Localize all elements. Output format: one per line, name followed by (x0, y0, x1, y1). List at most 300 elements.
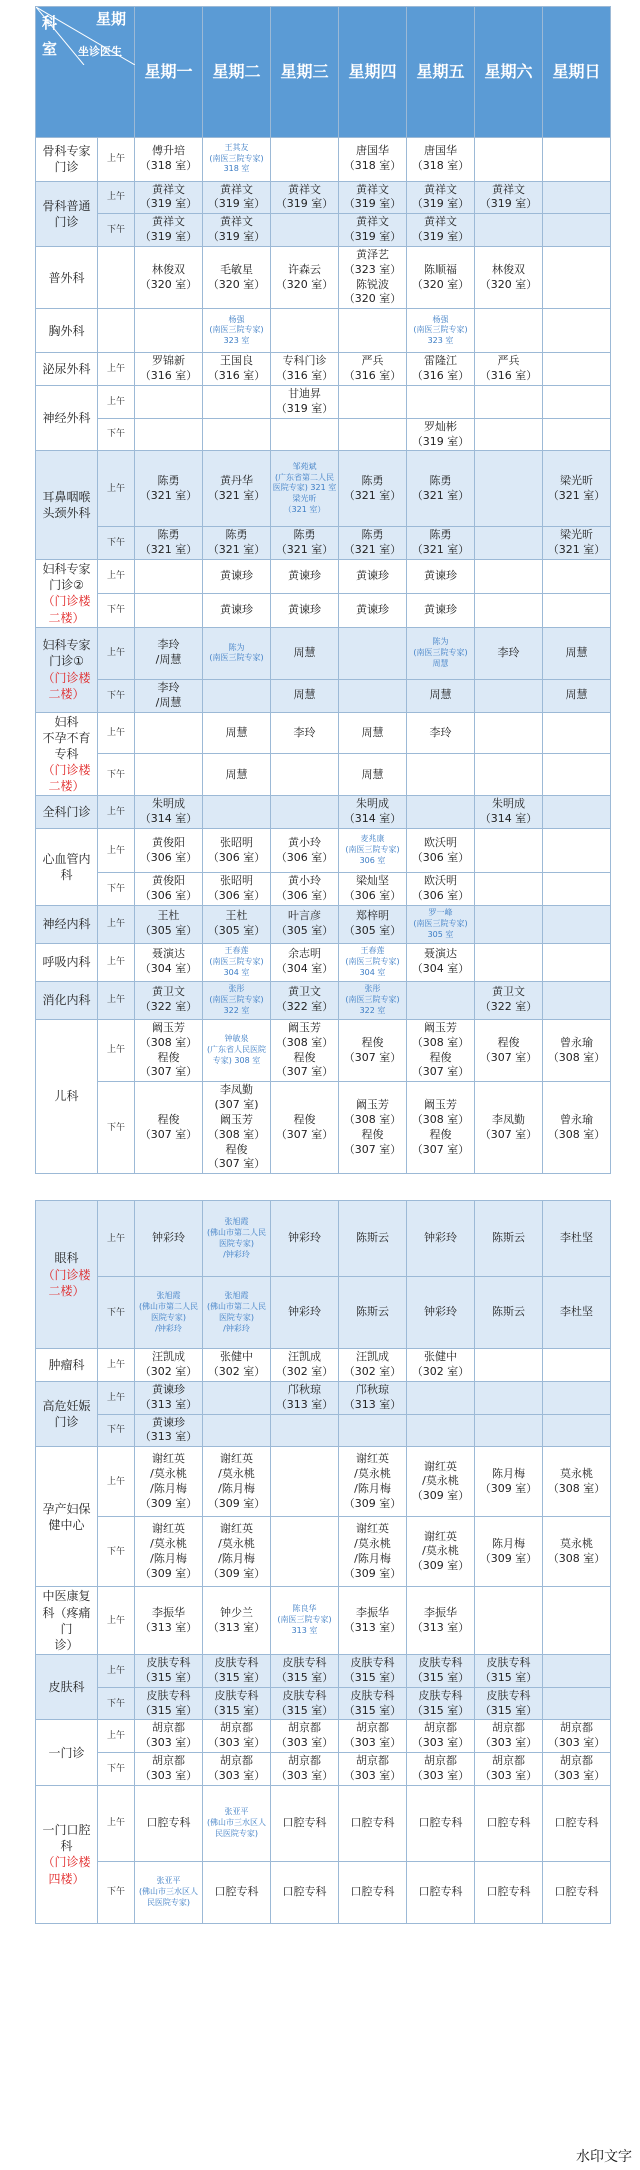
schedule-row (36, 1082, 611, 1174)
doctor-cell (475, 560, 543, 594)
doctor-cell (543, 560, 611, 594)
doctor-cell (543, 137, 611, 181)
doctor-cell: 陈月梅 （309 室） (475, 1517, 543, 1587)
period-cell: 上午 (98, 981, 135, 1019)
doctor-cell: 皮肤专科 （315 室） (135, 1687, 203, 1720)
doctor-cell (271, 1517, 339, 1587)
doctor-cell: 曾永瑜 （308 室） (543, 1082, 611, 1174)
doctor-cell (407, 796, 475, 829)
doctor-cell: 李玲 /周慧 (135, 627, 203, 679)
doctor-cell: 皮肤专科 （315 室） (339, 1655, 407, 1688)
day-header: 星期一 (135, 7, 203, 138)
doctor-cell: 胡京都 （303 室） (407, 1720, 475, 1753)
doctor-cell: 阚玉芳 （308 室） 程俊 （307 室） (407, 1082, 475, 1174)
period-cell: 下午 (98, 418, 135, 451)
doctor-cell: 梁光昕 （321 室） (543, 527, 611, 560)
schedule-row (36, 1414, 611, 1447)
doctor-cell (407, 754, 475, 796)
doctor-cell: 胡京都 （303 室） (543, 1720, 611, 1753)
department-cell (36, 796, 98, 829)
period-cell: 上午 (98, 943, 135, 981)
doctor-cell (339, 627, 407, 679)
doctor-cell: 傅升培 （318 室） (135, 137, 203, 181)
doctor-cell (203, 679, 271, 712)
doctor-cell: 周慧 (407, 679, 475, 712)
header-corner (36, 7, 135, 138)
doctor-cell: 皮肤专科 （315 室） (203, 1687, 271, 1720)
doctor-cell: 谢红英 /莫永桃 /陈月梅 （309 室） (135, 1517, 203, 1587)
doctor-cell: 甘迪昇 （319 室） (271, 386, 339, 419)
doctor-cell: 李玲 (475, 627, 543, 679)
department-name: 肿瘤科 (48, 1358, 85, 1372)
doctor-cell: 胡京都 （303 室） (475, 1753, 543, 1786)
doctor-cell (543, 829, 611, 873)
period-cell: 上午 (98, 1349, 135, 1382)
doctor-cell: 陈斯云 (475, 1201, 543, 1277)
department-cell (36, 451, 98, 560)
doctor-cell: 毛敏星 （320 室） (203, 246, 271, 308)
doctor-cell: 黄祥文 （319 室） (203, 214, 271, 247)
doctor-cell: 谢红英 /莫永桃 （309 室） (407, 1447, 475, 1517)
doctor-cell: 王春莲 (南医三院专家) 304 室 (339, 943, 407, 981)
department-name: 高危妊娠 门诊 (42, 1398, 91, 1430)
period-cell: 下午 (98, 679, 135, 712)
period-cell: 上午 (98, 712, 135, 754)
watermark-text: 水印文字 (576, 2149, 632, 2165)
doctor-cell: 胡京都 （303 室） (271, 1753, 339, 1786)
doctor-cell: 汪凯成 （302 室） (271, 1349, 339, 1382)
doctor-cell (407, 386, 475, 419)
department-cell (36, 386, 98, 451)
department-name: 皮肤科 (48, 1680, 85, 1695)
period-cell: 下午 (98, 1687, 135, 1720)
day-header: 星期五 (407, 7, 475, 138)
doctor-cell: 口腔专科 (271, 1861, 339, 1923)
doctor-cell: 王其友 (南医三院专家) 318 室 (203, 137, 271, 181)
doctor-cell (475, 214, 543, 247)
period-cell (98, 246, 135, 308)
doctor-cell: 陈勇 （321 室） (407, 451, 475, 527)
doctor-cell: 口腔专科 (543, 1861, 611, 1923)
doctor-cell: 邹苑斌 (广东省第二人民医院专家) 321 室 梁光昕 （321 室） (271, 451, 339, 527)
schedule-row (36, 214, 611, 247)
doctor-cell: 黄祥文 （319 室） (203, 181, 271, 214)
doctor-cell: 黄谏珍 (271, 593, 339, 627)
doctor-cell (339, 386, 407, 419)
period-cell: 下午 (98, 527, 135, 560)
doctor-cell: 谢红英 /莫永桃 /陈月梅 （309 室） (135, 1447, 203, 1517)
doctor-cell: 陈月梅 （309 室） (475, 1447, 543, 1517)
doctor-cell: 皮肤专科 （315 室） (271, 1687, 339, 1720)
doctor-cell: 皮肤专科 （315 室） (203, 1655, 271, 1688)
department-name: 神经外科 (42, 411, 91, 426)
doctor-cell: 阚玉芳 （308 室） 程俊 （307 室） (135, 1019, 203, 1081)
doctor-cell: 黄小玲 （306 室） (271, 829, 339, 873)
schedule-row (36, 905, 611, 943)
doctor-cell (339, 309, 407, 353)
doctor-cell: 林俊双 （320 室） (135, 246, 203, 308)
period-cell: 下午 (98, 214, 135, 247)
doctor-cell: 许森云 （320 室） (271, 246, 339, 308)
doctor-cell: 李玲 (407, 712, 475, 754)
doctor-cell (543, 386, 611, 419)
schedule-row (36, 137, 611, 181)
doctor-cell: 杨强 (南医三院专家) 323 室 (203, 309, 271, 353)
doctor-cell: 皮肤专科 （315 室） (407, 1655, 475, 1688)
doctor-cell: 口腔专科 (407, 1861, 475, 1923)
schedule-row (36, 451, 611, 527)
doctor-cell: 唐国华 （318 室） (407, 137, 475, 181)
doctor-cell: 张旭霞 (佛山市第二人民医院专家) /钟彩玲 (203, 1201, 271, 1277)
doctor-cell (475, 451, 543, 527)
doctor-cell: 黄祥文 （319 室） (475, 181, 543, 214)
doctor-cell: 周慧 (339, 754, 407, 796)
department-label: 科 (42, 14, 58, 32)
department-cell (36, 309, 98, 353)
location-note: （门诊楼四楼） (42, 1855, 91, 1886)
doctor-cell: 黄卫文 （322 室） (271, 981, 339, 1019)
period-cell: 上午 (98, 1720, 135, 1753)
department-cell (36, 1720, 98, 1785)
schedule-row (36, 1447, 611, 1517)
room-label: 室 (42, 40, 58, 58)
doctor-cell (407, 1414, 475, 1447)
doctor-cell (475, 712, 543, 754)
period-cell: 下午 (98, 1753, 135, 1786)
department-name: 消化内科 (42, 993, 91, 1008)
doctor-cell: 谢红英 /莫永桃 /陈月梅 （309 室） (339, 1517, 407, 1587)
doctor-cell: 张健中 （302 室） (203, 1349, 271, 1382)
doctor-cell: 专科门诊 （316 室） (271, 353, 339, 386)
doctor-cell (543, 418, 611, 451)
department-name: 呼吸内科 (42, 955, 91, 970)
schedule-row (36, 1861, 611, 1923)
doctor-cell (339, 679, 407, 712)
department-cell (36, 627, 98, 712)
department-name: 孕产妇保 健中心 (42, 1501, 91, 1532)
department-name: 全科门诊 (42, 805, 91, 820)
schedule-row (36, 181, 611, 214)
department-name: 妇科专家 门诊② (42, 562, 91, 593)
doctor-cell: 黄卫文 （322 室） (475, 981, 543, 1019)
doctor-cell (543, 181, 611, 214)
doctor-cell: 雷隆江 （316 室） (407, 353, 475, 386)
doctor-cell: 胡京都 （303 室） (203, 1720, 271, 1753)
doctor-cell (543, 796, 611, 829)
doctor-cell: 黄卫文 （322 室） (135, 981, 203, 1019)
department-name: 中医康复 科（疼痛门 诊） (42, 1589, 91, 1652)
doctor-cell: 陈勇 （321 室） (271, 527, 339, 560)
schedule-row (36, 679, 611, 712)
schedule-row (36, 1517, 611, 1587)
schedule-row (36, 593, 611, 627)
schedule-row (36, 560, 611, 594)
day-header: 星期日 (543, 7, 611, 138)
doctor-cell: 朱明成 （314 室） (339, 796, 407, 829)
department-name: 儿科 (54, 1089, 79, 1104)
doctor-cell (475, 754, 543, 796)
period-cell: 上午 (98, 796, 135, 829)
schedule-row (36, 1201, 611, 1277)
doctor-cell: 胡京都 （303 室） (475, 1720, 543, 1753)
doctor-cell: 罗锦新 （316 室） (135, 353, 203, 386)
doctor-cell (475, 1414, 543, 1447)
doctor-cell (475, 137, 543, 181)
doctor-cell: 黄谏珍 (203, 560, 271, 594)
doctor-cell: 口腔专科 (203, 1861, 271, 1923)
period-cell: 下午 (98, 1517, 135, 1587)
schedule-row (36, 1785, 611, 1861)
doctor-cell: 黄丹华 （321 室） (203, 451, 271, 527)
day-header: 星期三 (271, 7, 339, 138)
doctor-cell: 钟少兰 （313 室） (203, 1587, 271, 1655)
doctor-cell: 王杜 （305 室） (203, 905, 271, 943)
doctor-cell (475, 679, 543, 712)
period-cell: 上午 (98, 1447, 135, 1517)
doctor-cell: 程俊 （307 室） (135, 1082, 203, 1174)
department-cell (36, 829, 98, 906)
doctor-cell: 麦兆康 (南医三院专家) 306 室 (339, 829, 407, 873)
page-gap (36, 1174, 611, 1201)
period-cell: 上午 (98, 1201, 135, 1277)
doctor-cell (407, 981, 475, 1019)
schedule-row (36, 418, 611, 451)
doctor-cell (475, 593, 543, 627)
doctor-cell (543, 873, 611, 906)
doctor-cell: 皮肤专科 （315 室） (339, 1687, 407, 1720)
doctor-cell: 周慧 (339, 712, 407, 754)
schedule-row (36, 309, 611, 353)
doctor-cell: 黄祥文 （319 室） (339, 214, 407, 247)
doctor-cell: 黄谏珍 （313 室） (135, 1381, 203, 1414)
doctor-cell (475, 1587, 543, 1655)
doctor-cell (475, 943, 543, 981)
day-header: 星期四 (339, 7, 407, 138)
doctor-cell: 余志明 （304 室） (271, 943, 339, 981)
doctor-cell (135, 754, 203, 796)
doctor-cell (271, 796, 339, 829)
doctor-cell: 莫永桃 （308 室） (543, 1447, 611, 1517)
doctor-cell (543, 1349, 611, 1382)
doctor-cell: 周慧 (543, 679, 611, 712)
doctor-cell: 程俊 （307 室） (475, 1019, 543, 1081)
department-cell (36, 905, 98, 943)
department-cell (36, 943, 98, 981)
period-cell: 下午 (98, 1861, 135, 1923)
department-cell (36, 137, 98, 181)
doctor-cell: 聂演达 （304 室） (407, 943, 475, 981)
doctor-cell: 陈勇 （321 室） (339, 451, 407, 527)
doctor-cell (543, 214, 611, 247)
period-cell: 下午 (98, 1414, 135, 1447)
doctor-cell (475, 873, 543, 906)
department-cell (36, 981, 98, 1019)
period-cell: 下午 (98, 593, 135, 627)
doctor-cell: 谢红英 /莫永桃 /陈月梅 （309 室） (203, 1447, 271, 1517)
doctor-cell: 曾永瑜 （308 室） (543, 1019, 611, 1081)
doctor-cell: 胡京都 （303 室） (407, 1753, 475, 1786)
doctor-cell: 胡京都 （303 室） (203, 1753, 271, 1786)
department-cell (36, 246, 98, 308)
doctor-cell: 梁光昕 （321 室） (543, 451, 611, 527)
doctor-cell (271, 309, 339, 353)
doctor-cell: 王杜 （305 室） (135, 905, 203, 943)
doctor-cell: 皮肤专科 （315 室） (407, 1687, 475, 1720)
schedule-row (36, 1587, 611, 1655)
doctor-cell (543, 754, 611, 796)
doctor-cell (543, 1655, 611, 1688)
period-cell: 上午 (98, 627, 135, 679)
schedule-row (36, 981, 611, 1019)
doctor-cell: 皮肤专科 （315 室） (271, 1655, 339, 1688)
period-cell (98, 309, 135, 353)
doctor-cell (339, 418, 407, 451)
department-name: 普外科 (48, 270, 85, 285)
doctor-cell: 胡京都 （303 室） (543, 1753, 611, 1786)
doctor-cell: 钟敏泉 (广东省人民医院专家) 308 室 (203, 1019, 271, 1081)
doctor-cell: 陈顺福 （320 室） (407, 246, 475, 308)
schedule-row (36, 829, 611, 873)
department-name: 妇科 不孕不育 专科 (42, 714, 91, 761)
doctor-label: 坐诊医生 (78, 45, 122, 58)
doctor-cell (135, 560, 203, 594)
period-cell: 上午 (98, 1381, 135, 1414)
schedule-row (36, 712, 611, 754)
schedule-row (36, 627, 611, 679)
doctor-cell: 李杜坚 (543, 1277, 611, 1349)
doctor-cell: 阚玉芳 （308 室） 程俊 （307 室） (271, 1019, 339, 1081)
doctor-cell: 唐国华 （318 室） (339, 137, 407, 181)
schedule-row (36, 873, 611, 906)
doctor-cell: 谢红英 /莫永桃 /陈月梅 （309 室） (203, 1517, 271, 1587)
doctor-cell (203, 796, 271, 829)
period-cell: 上午 (98, 386, 135, 419)
doctor-cell (475, 905, 543, 943)
schedule-row (36, 527, 611, 560)
doctor-cell: 严兵 （316 室） (475, 353, 543, 386)
department-name: 心血管内 科 (42, 851, 91, 882)
doctor-cell: 叶言彦 （305 室） (271, 905, 339, 943)
doctor-cell (543, 1687, 611, 1720)
location-note: （门诊楼二楼） (42, 763, 91, 794)
doctor-cell (271, 214, 339, 247)
period-cell: 上午 (98, 1019, 135, 1081)
doctor-cell: 欧沃明 （306 室） (407, 873, 475, 906)
doctor-cell (135, 712, 203, 754)
doctor-cell (203, 418, 271, 451)
doctor-cell: 李玲 /周慧 (135, 679, 203, 712)
day-header: 星期二 (203, 7, 271, 138)
doctor-cell (271, 1414, 339, 1447)
doctor-cell: 皮肤专科 （315 室） (135, 1655, 203, 1688)
doctor-cell (271, 1447, 339, 1517)
doctor-cell: 黄谏珍 （313 室） (135, 1414, 203, 1447)
schedule-row (36, 1687, 611, 1720)
doctor-cell: 谢红英 /莫永桃 /陈月梅 （309 室） (339, 1447, 407, 1517)
doctor-cell: 朱明成 （314 室） (135, 796, 203, 829)
department-name: 神经内科 (42, 917, 91, 932)
period-cell: 下午 (98, 1277, 135, 1349)
location-note: （门诊楼二楼） (42, 670, 91, 701)
doctor-cell (203, 1414, 271, 1447)
doctor-cell: 郑梓明 （305 室） (339, 905, 407, 943)
doctor-cell: 黄谏珍 (407, 593, 475, 627)
doctor-cell: 陈勇 （321 室） (135, 527, 203, 560)
period-cell: 上午 (98, 137, 135, 181)
doctor-cell (475, 386, 543, 419)
doctor-cell (543, 353, 611, 386)
doctor-cell: 陈勇 （321 室） (339, 527, 407, 560)
department-cell (36, 1201, 98, 1349)
doctor-cell (543, 593, 611, 627)
department-cell (36, 1785, 98, 1923)
doctor-cell (543, 309, 611, 353)
doctor-cell: 程俊 （307 室） (339, 1019, 407, 1081)
doctor-cell (475, 527, 543, 560)
doctor-cell: 谢红英 /莫永桃 （309 室） (407, 1517, 475, 1587)
period-cell: 上午 (98, 1587, 135, 1655)
department-cell (36, 712, 98, 796)
doctor-cell: 汪凯成 （302 室） (339, 1349, 407, 1382)
doctor-cell (135, 309, 203, 353)
clinic-schedule-table (35, 6, 611, 1924)
department-cell (36, 353, 98, 386)
department-cell (36, 1381, 98, 1446)
department-cell (36, 1655, 98, 1720)
department-cell (36, 1447, 98, 1587)
doctor-cell: 罗一峰 (南医三院专家) 305 室 (407, 905, 475, 943)
doctor-cell (475, 1381, 543, 1414)
doctor-cell: 黄谏珍 (339, 593, 407, 627)
doctor-cell: 张亚平 (佛山市三水区人民医院专家) (135, 1861, 203, 1923)
doctor-cell: 莫永桃 （308 室） (543, 1517, 611, 1587)
doctor-cell: 黄谏珍 (339, 560, 407, 594)
doctor-cell: 口腔专科 (475, 1785, 543, 1861)
doctor-cell: 陈斯云 (339, 1277, 407, 1349)
doctor-cell: 王国良 （316 室） (203, 353, 271, 386)
doctor-cell (339, 1414, 407, 1447)
doctor-cell: 钟彩玲 (407, 1277, 475, 1349)
doctor-cell (203, 1381, 271, 1414)
doctor-cell: 胡京都 （303 室） (339, 1753, 407, 1786)
period-cell: 上午 (98, 1655, 135, 1688)
doctor-cell (407, 1381, 475, 1414)
doctor-cell: 胡京都 （303 室） (271, 1720, 339, 1753)
schedule-row (36, 1277, 611, 1349)
doctor-cell: 黄祥文 （319 室） (135, 214, 203, 247)
location-note: （门诊楼二楼） (42, 594, 91, 625)
doctor-cell: 口腔专科 (135, 1785, 203, 1861)
period-cell: 上午 (98, 829, 135, 873)
doctor-cell: 胡京都 （303 室） (135, 1720, 203, 1753)
doctor-cell: 张彤 (南医三院专家) 322 室 (203, 981, 271, 1019)
period-cell: 上午 (98, 451, 135, 527)
schedule-row (36, 1753, 611, 1786)
department-cell (36, 181, 98, 246)
doctor-cell: 李凤勤 (307 室) 阚玉芳 （308 室） 程俊 （307 室） (203, 1082, 271, 1174)
doctor-cell (135, 593, 203, 627)
doctor-cell: 李杜坚 (543, 1201, 611, 1277)
department-name: 耳鼻咽喉 头颈外科 (42, 490, 91, 521)
doctor-cell: 张旭霞 (佛山市第二人民医院专家) /钟彩玲 (135, 1277, 203, 1349)
doctor-cell: 黄谏珍 (203, 593, 271, 627)
doctor-cell: 黄泽艺 （323 室） 陈锐波 （320 室） (339, 246, 407, 308)
day-header: 星期六 (475, 7, 543, 138)
doctor-cell: 钟彩玲 (271, 1201, 339, 1277)
schedule-frame (35, 6, 610, 2136)
doctor-cell: 黄小玲 （306 室） (271, 873, 339, 906)
doctor-cell (271, 137, 339, 181)
